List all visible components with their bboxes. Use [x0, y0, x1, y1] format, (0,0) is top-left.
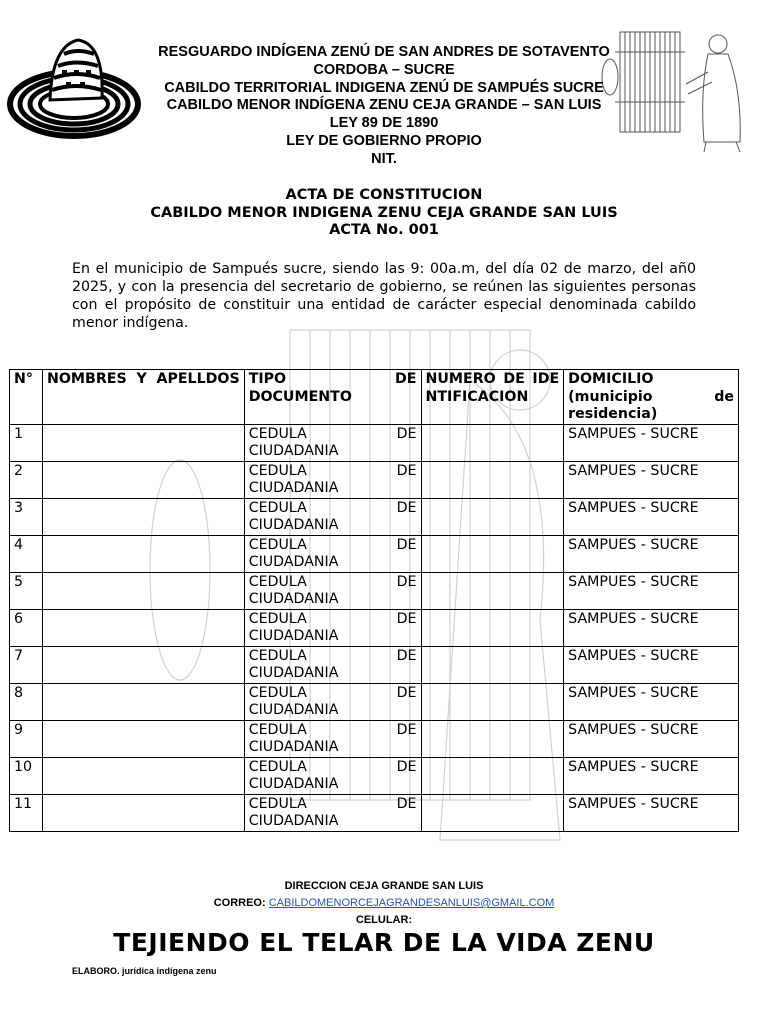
email-label: CORREO: [213, 897, 266, 909]
row-number: 3 [10, 498, 43, 535]
row-domicile: SAMPUES - SUCRE [564, 646, 739, 683]
row-name [42, 535, 244, 572]
table-row [10, 757, 739, 794]
header-line: LEY 89 DE 1890 [329, 115, 439, 132]
row-doc-type: CEDULA DE CIUDADANIA [244, 720, 421, 757]
acta-number: ACTA No. 001 [329, 222, 439, 238]
sombrero-vueltiao-logo [6, 26, 142, 144]
row-doc-type: CEDULA DE CIUDADANIA [244, 461, 421, 498]
row-domicile: SAMPUES - SUCRE [564, 572, 739, 609]
prepared-by: ELABORO. jurídica indígena zenu [72, 966, 217, 976]
row-domicile: SAMPUES - SUCRE [564, 757, 739, 794]
row-domicile: SAMPUES - SUCRE [564, 498, 739, 535]
row-id-number [421, 535, 564, 572]
table-row [10, 683, 739, 720]
row-name [42, 498, 244, 535]
row-number: 10 [10, 757, 43, 794]
row-doc-type: CEDULA DE CIUDADANIA [244, 609, 421, 646]
row-number: 2 [10, 461, 43, 498]
row-name [42, 794, 244, 831]
row-domicile: SAMPUES - SUCRE [564, 794, 739, 831]
header-line: NIT. [371, 150, 397, 167]
document-title: ACTA DE CONSTITUCION [285, 187, 483, 203]
table-row [10, 461, 739, 498]
row-doc-type: CEDULA DE CIUDADANIA [244, 757, 421, 794]
row-number: 4 [10, 535, 43, 572]
row-id-number [421, 720, 564, 757]
table-row [10, 498, 739, 535]
row-number: 1 [10, 424, 43, 461]
row-doc-type: CEDULA DE CIUDADANIA [244, 498, 421, 535]
header-cell-number: N° [10, 370, 43, 425]
row-number: 9 [10, 720, 43, 757]
footer-address: DIRECCION CEJA GRANDE SAN LUIS [284, 880, 484, 892]
header-line: LEY DE GOBIERNO PROPIO [286, 132, 482, 149]
row-domicile: SAMPUES - SUCRE [564, 609, 739, 646]
row-name [42, 424, 244, 461]
row-id-number [421, 646, 564, 683]
row-id-number [421, 757, 564, 794]
row-doc-type: CEDULA DE CIUDADANIA [244, 424, 421, 461]
table-row [10, 424, 739, 461]
row-name [42, 646, 244, 683]
table-row [10, 535, 739, 572]
footer-phone-label: CELULAR: [355, 914, 413, 926]
row-domicile: SAMPUES - SUCRE [564, 683, 739, 720]
row-id-number [421, 794, 564, 831]
intro-paragraph: En el municipio de Sampués sucre, siendo las 9: 00a.m, del día 02 de marzo, del añ0 2025, y con la presencia del secretario de gobierno, se reúnen las siguientes personas con el propósito de constituir una entidad de carácter especial denominada cabildo menor indígena. [72, 261, 696, 331]
footer-email [0, 897, 768, 909]
document-titles [60, 187, 708, 240]
row-doc-type: CEDULA DE CIUDADANIA [244, 646, 421, 683]
header-line: RESGUARDO INDÍGENA ZENÚ DE SAN ANDRES DE SOTAVENTO [158, 44, 610, 60]
row-name [42, 683, 244, 720]
row-domicile: SAMPUES - SUCRE [564, 424, 739, 461]
row-domicile: SAMPUES - SUCRE [564, 535, 739, 572]
header-line: CORDOBA – SUCRE [313, 61, 455, 78]
table-row [10, 794, 739, 831]
document-subtitle: CABILDO MENOR INDIGENA ZENU CEJA GRANDE SAN LUIS [150, 204, 618, 221]
row-id-number [421, 572, 564, 609]
row-number: 5 [10, 572, 43, 609]
table-row [10, 609, 739, 646]
row-number: 7 [10, 646, 43, 683]
table-row [10, 572, 739, 609]
row-id-number [421, 461, 564, 498]
header-line: CABILDO TERRITORIAL INDIGENA ZENÚ DE SAMPUÉS SUCRE [164, 79, 604, 96]
header-cell-domicile: DOMICILIO (municipio de residencia) [564, 370, 739, 425]
row-id-number [421, 683, 564, 720]
row-domicile: SAMPUES - SUCRE [564, 461, 739, 498]
row-number: 11 [10, 794, 43, 831]
slogan: TEJIENDO EL TELAR DE LA VIDA ZENU [113, 928, 655, 957]
header-cell-doc-type: TIPO DE DOCUMENTO [244, 370, 421, 425]
table-header-row [10, 370, 739, 425]
row-domicile: SAMPUES - SUCRE [564, 720, 739, 757]
row-id-number [421, 424, 564, 461]
row-doc-type: CEDULA DE CIUDADANIA [244, 794, 421, 831]
row-name [42, 572, 244, 609]
header-line: CABILDO MENOR INDÍGENA ZENU CEJA GRANDE – SAN LUIS [166, 97, 602, 114]
header-cell-id-number: NUMERO DE IDENTIFICACION [421, 370, 564, 425]
row-doc-type: CEDULA DE CIUDADANIA [244, 572, 421, 609]
row-doc-type: CEDULA DE CIUDADANIA [244, 535, 421, 572]
header-cell-names: NOMBRES Y APELLDOS [42, 370, 244, 425]
row-doc-type: CEDULA DE CIUDADANIA [244, 683, 421, 720]
row-name [42, 720, 244, 757]
table-row [10, 720, 739, 757]
institution-header [140, 44, 628, 169]
row-number: 8 [10, 683, 43, 720]
row-name [42, 609, 244, 646]
email-link[interactable]: CABILDOMENORCEJAGRANDESANLUIS@GMAIL.COM [268, 897, 555, 909]
row-name [42, 461, 244, 498]
row-name [42, 757, 244, 794]
members-table [9, 369, 739, 832]
row-id-number [421, 498, 564, 535]
table-row [10, 646, 739, 683]
row-id-number [421, 609, 564, 646]
row-number: 6 [10, 609, 43, 646]
